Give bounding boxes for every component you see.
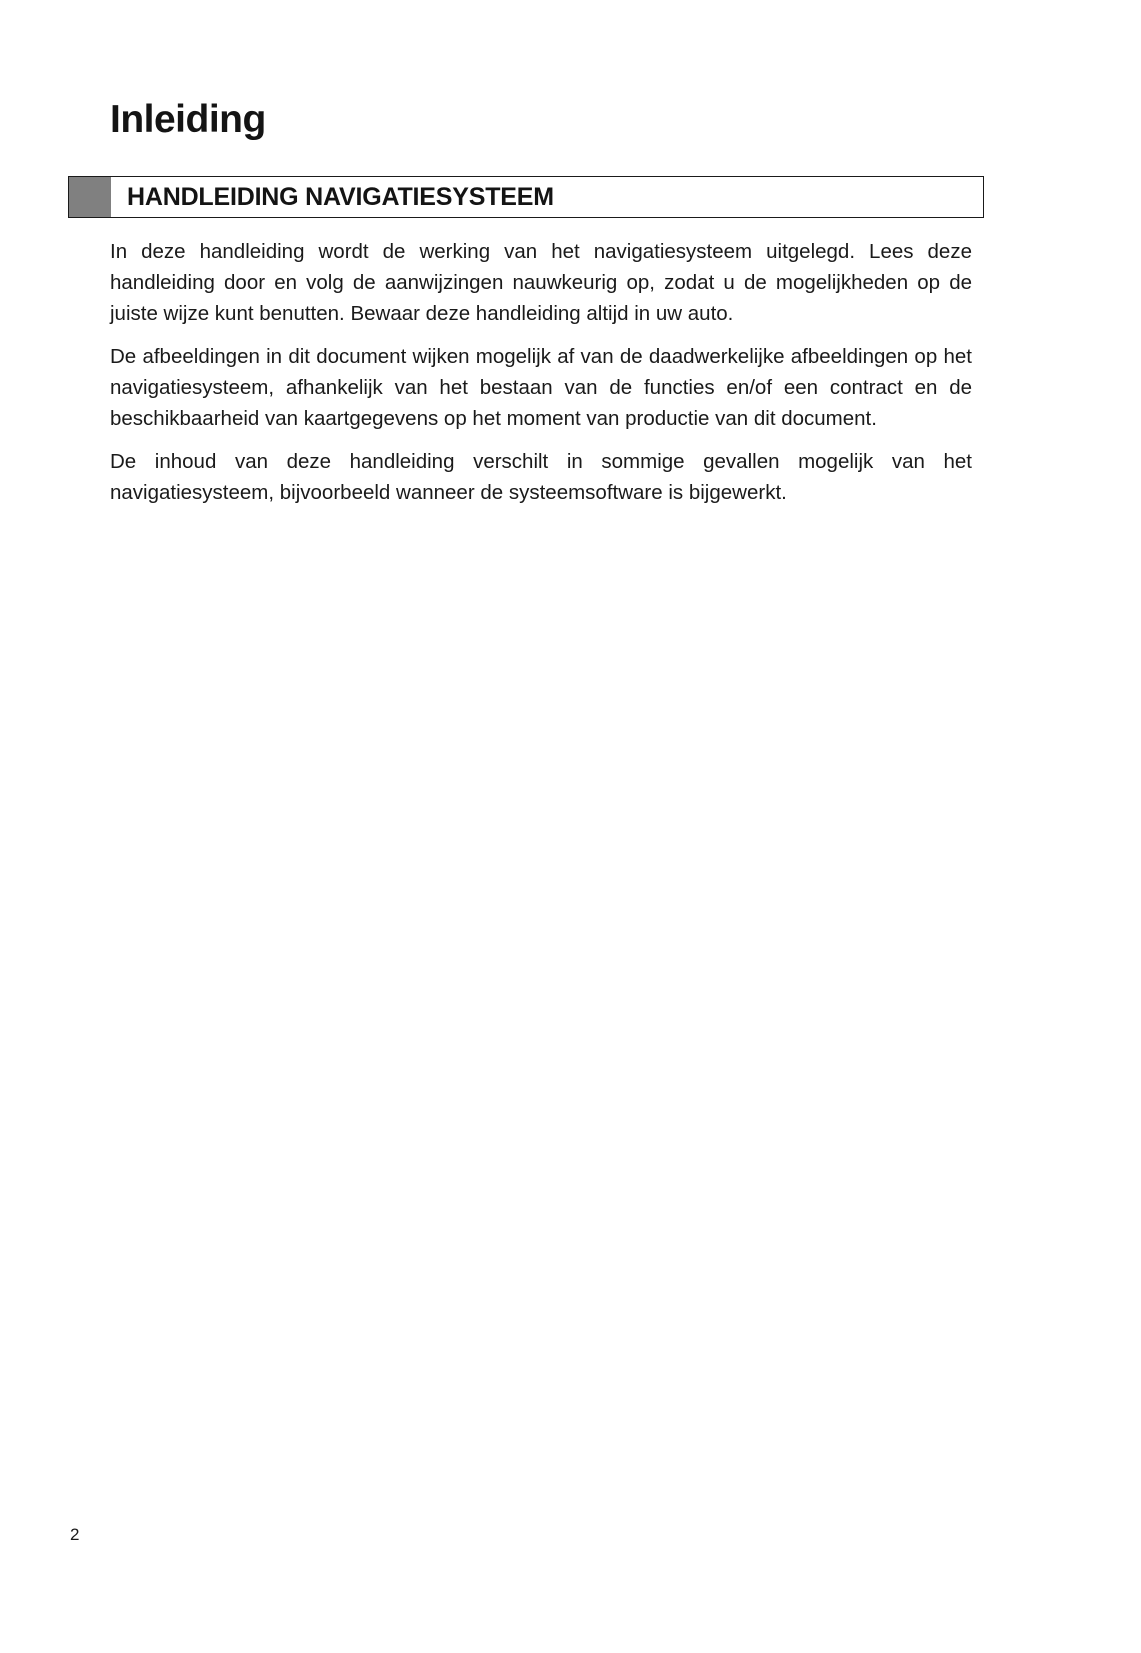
paragraph: De inhoud van deze handleiding verschilt in sommige gevallen mogelijk van het navigatiesysteem, bijvoorbeeld wanneer de systeemsoftware is bijgewerkt.	[110, 450, 972, 504]
body-copy	[110, 236, 972, 508]
section-heading: HANDLEIDING NAVIGATIESYSTEEM	[127, 182, 554, 211]
page-title: Inleiding	[110, 98, 266, 142]
paragraph: De afbeeldingen in dit document wijken mogelijk af van de daadwerkelijke afbeeldingen op het navigatiesysteem, afhankelijk van het bestaan van de functies en/of een contract en de beschikbaarheid van kaartgegevens op het moment van productie van dit document.	[110, 345, 972, 430]
page-number: 2	[70, 1525, 80, 1544]
section-header	[68, 176, 984, 218]
section-marker-block	[69, 177, 111, 217]
paragraph: In deze handleiding wordt de werking van het navigatiesysteem uitgelegd. Lees deze handleiding door en volg de aanwijzingen nauwkeurig op, zodat u de mogelijkheden op de juiste wijze kunt benutten. Bewaar deze handleiding altijd in uw auto.	[110, 240, 972, 325]
